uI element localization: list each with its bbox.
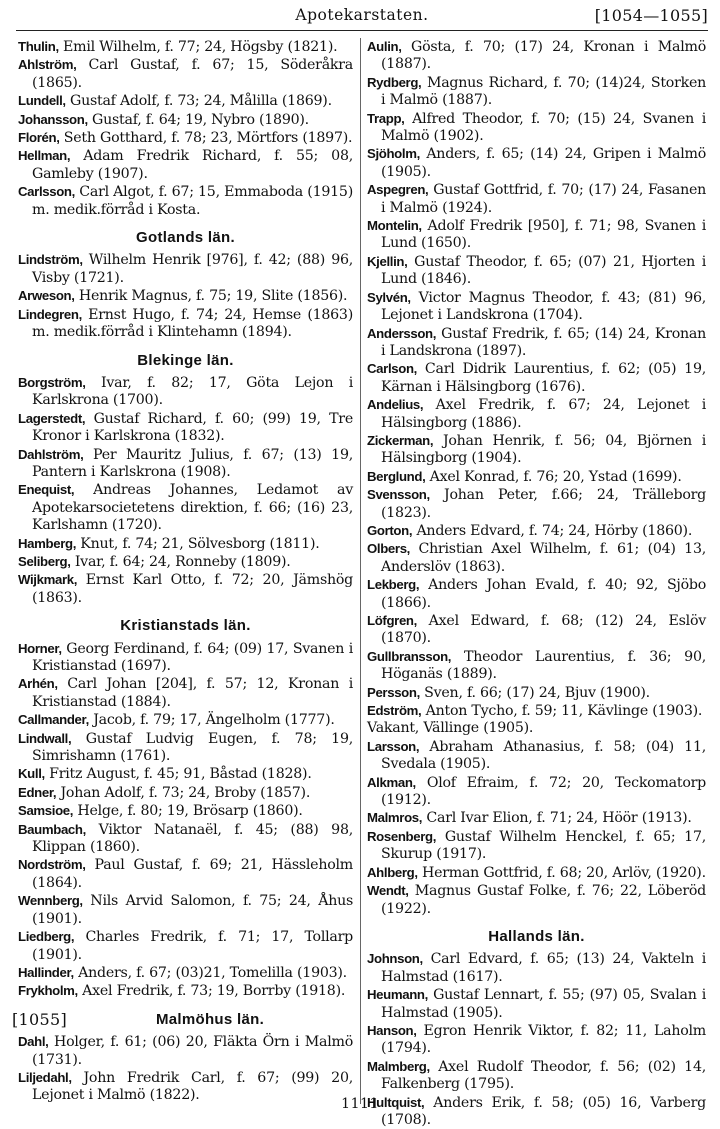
- pharmacist-name: Heumann,: [367, 987, 428, 1003]
- pharmacist-name: Liljedahl,: [18, 1069, 72, 1085]
- pharmacist-entry: [18, 111, 353, 129]
- pharmacist-name: Wennberg,: [18, 893, 83, 909]
- pharmacist-name: Zickerman,: [367, 432, 434, 448]
- pharmacist-name: Lindegren,: [18, 306, 82, 322]
- pharmacist-details: Gustaf Richard, f. 60; (99) 19, Tre Kronor i Karlskrona (1832).: [32, 410, 353, 445]
- pharmacist-entry: [18, 56, 353, 92]
- pharmacist-details: Carl Didrik Laurentius, f. 62; (05) 19, Kärnan i Hälsingborg (1676).: [381, 361, 706, 395]
- pharmacist-name: Ahlström,: [18, 57, 77, 73]
- pharmacist-name: Seliberg,: [18, 553, 71, 569]
- pharmacist-name: Lindwall,: [18, 730, 72, 746]
- pharmacist-entry: [367, 576, 706, 612]
- pharmacist-details: Anton Tycho, f. 59; 11, Kävlinge (1903).: [425, 703, 703, 720]
- county-heading: [12, 1009, 353, 1029]
- pharmacist-name: Rydberg,: [367, 74, 422, 90]
- pharmacist-details: Axel Edward, f. 68; (12) 24, Eslöv (1870).: [381, 613, 706, 647]
- pharmacist-details: Abraham Athanasius, f. 58; (04) 11, Svedala (1905).: [381, 738, 706, 773]
- county-heading: [18, 229, 353, 246]
- pharmacist-details: Wilhelm Henrik [976], f. 42; (88) 96, Visby (1721).: [32, 252, 354, 286]
- pharmacist-details: Ivar, f. 82; 17, Göta Lejon i Karlskrona (1700).: [32, 374, 353, 409]
- pharmacist-entry: [367, 950, 706, 986]
- pharmacist-name: Andelius,: [367, 397, 424, 413]
- pharmacist-name: Rosenberg,: [367, 828, 437, 844]
- pharmacist-details: Gustaf Adolf, f. 73; 24, Målilla (1869).: [70, 93, 332, 110]
- pharmacist-details: Carl Gustaf, f. 67; 15, Söderåkra (1865).: [32, 57, 353, 91]
- pharmacist-name: Gorton,: [367, 522, 413, 538]
- pharmacist-details: Knut, f. 74; 21, Sölvesborg (1811).: [80, 535, 320, 552]
- pharmacist-details: Christian Axel Wilhelm, f. 61; (04) 13, Anderslöv (1863).: [381, 541, 706, 575]
- pharmacist-details: Olof Efraim, f. 72; 20, Teckomatorp (1912).: [381, 774, 706, 809]
- pharmacist-name: Johnson,: [367, 951, 423, 967]
- pharmacist-details: Johan Henrik, f. 56; 04, Björnen i Hälsingborg (1904).: [381, 432, 706, 467]
- pharmacist-entry: [367, 882, 706, 918]
- pharmacist-name: Svensson,: [367, 487, 430, 503]
- pharmacist-entry: [367, 864, 706, 882]
- pharmacist-entry: [18, 481, 353, 534]
- pharmacist-name: Frykholm,: [18, 983, 78, 999]
- pharmacist-details: Alfred Theodor, f. 70; (15) 24, Svanen i Malmö (1902).: [381, 110, 706, 145]
- pharmacist-entry: [367, 1058, 706, 1094]
- pharmacist-entry: [367, 396, 706, 432]
- pharmacist-details: Axel Rudolf Theodor, f. 56; (02) 14, Falkenberg (1795).: [381, 1058, 706, 1093]
- section-range: [1054—1055]: [594, 6, 708, 25]
- column-divider: [360, 38, 361, 1104]
- pharmacist-name: Löfgren,: [367, 613, 417, 628]
- left-column: [12, 38, 354, 1105]
- pharmacist-entry: [18, 92, 353, 110]
- pharmacist-details: Vakant, Vällinge (1905).: [367, 720, 534, 737]
- pharmacist-details: Jacob, f. 79; 17, Ängelholm (1777).: [93, 712, 335, 729]
- pharmacist-name: Carlsson,: [18, 184, 75, 200]
- pharmacist-entry: [367, 522, 706, 540]
- pharmacist-entry: [18, 821, 353, 857]
- page-header: [16, 6, 708, 31]
- pharmacist-details: Gustaf Lennart, f. 55; (97) 05, Svalan i Halmstad (1905).: [381, 987, 706, 1021]
- pharmacist-name: Carlson,: [367, 361, 417, 377]
- pharmacist-entry: [18, 892, 353, 928]
- pharmacist-name: Hanson,: [367, 1022, 417, 1038]
- pharmacist-details: Adam Fredrik Richard, f. 55; 08, Gamleby (1907).: [32, 148, 353, 182]
- pharmacist-entry: [367, 468, 706, 486]
- pharmacist-details: Carl Ivar Elion, f. 71; 24, Höör (1913).: [426, 810, 692, 827]
- pharmacist-entry: [18, 553, 353, 571]
- pharmacist-details: Anders Edvard, f. 74; 24, Hörby (1860).: [416, 522, 693, 539]
- pharmacist-details: Ernst Hugo, f. 74; 24, Hemse (1863) m. medik.förråd i Klintehamn (1894).: [32, 306, 353, 341]
- pharmacist-entry: [367, 360, 706, 396]
- pharmacist-details: Victor Magnus Theodor, f. 43; (81) 96, Lejonet i Landskrona (1704).: [381, 289, 707, 324]
- pharmacist-name: Callmander,: [18, 712, 89, 728]
- pharmacist-entry: [367, 702, 706, 720]
- pharmacist-entry: [367, 684, 706, 702]
- pharmacist-entry: [18, 374, 353, 410]
- pharmacist-details: Ernst Karl Otto, f. 72; 20, Jämshög (1863).: [32, 572, 353, 606]
- pharmacist-entry: [367, 720, 706, 737]
- pharmacist-details: John Fredrik Carl, f. 67; (99) 20, Lejonet i Malmö (1822).: [32, 1069, 353, 1104]
- county-heading: [367, 928, 706, 945]
- pharmacist-details: Johan Peter, f.66; 24, Trälleborg (1823).: [381, 487, 706, 521]
- county-heading-text: Hallands län.: [488, 927, 585, 945]
- pharmacist-name: Florén,: [18, 130, 60, 146]
- pharmacist-details: Egron Henrik Viktor, f. 82; 11, Laholm (1794).: [381, 1022, 706, 1057]
- pharmacist-details: Henrik Magnus, f. 75; 19, Slite (1856).: [78, 288, 348, 305]
- page-title: Apotekarstaten.: [295, 6, 429, 24]
- pharmacist-name: Nordström,: [18, 857, 86, 873]
- county-heading-text: Malmöhus län.: [155, 1010, 265, 1028]
- pharmacist-entry: [18, 640, 353, 676]
- pharmacist-details: Seth Gotthard, f. 78; 23, Mörtfors (1897).: [63, 130, 353, 147]
- pharmacist-entry: [18, 730, 353, 766]
- pharmacist-details: Emil Wilhelm, f. 77; 24, Högsby (1821).: [63, 39, 338, 55]
- pharmacist-name: Larsson,: [367, 738, 420, 754]
- pharmacist-details: Fritz August, f. 45; 91, Båstad (1828).: [49, 766, 312, 783]
- pharmacist-details: Viktor Natanaël, f. 45; (88) 98, Klippan (1860).: [32, 821, 353, 856]
- pharmacist-details: Carl Algot, f. 67; 15, Emmaboda (1915) m. medik.förråd i Kosta.: [32, 184, 353, 218]
- pharmacist-name: Kull,: [18, 766, 45, 782]
- pharmacist-details: Paul Gustaf, f. 69; 21, Hässleholm (1864).: [32, 857, 353, 891]
- pharmacist-details: Gösta, f. 70; (17) 24, Kronan i Malmö (1887).: [381, 39, 706, 73]
- pharmacist-entry: [18, 802, 353, 820]
- county-heading-text: Gotlands län.: [136, 229, 235, 247]
- pharmacist-details: Gustaf Wilhelm Henckel, f. 65; 17, Skurup (1917).: [381, 828, 706, 863]
- pharmacist-entry: [18, 784, 353, 802]
- pharmacist-details: Theodor Laurentius, f. 36; 90, Höganäs (1889).: [381, 648, 706, 683]
- pharmacist-details: Magnus Richard, f. 70; (14)24, Storken i Malmö (1887).: [381, 74, 706, 109]
- pharmacist-name: Malmros,: [367, 810, 423, 826]
- pharmacist-entry: [367, 540, 706, 576]
- pharmacist-name: Edner,: [18, 784, 57, 800]
- pharmacist-details: Georg Ferdinand, f. 64; (09) 17, Svanen i Kristianstad (1697).: [32, 640, 353, 674]
- pharmacist-name: Persson,: [367, 684, 420, 700]
- pharmacist-entry: [18, 711, 353, 729]
- section-number: [1055]: [12, 1009, 68, 1029]
- pharmacist-name: Edström,: [367, 703, 422, 719]
- pharmacist-details: Gustaf, f. 64; 19, Nybro (1890).: [92, 111, 309, 128]
- pharmacist-name: Wendt,: [367, 883, 409, 899]
- pharmacist-name: Lekberg,: [367, 577, 420, 593]
- pharmacist-entry: [367, 828, 706, 864]
- pharmacist-name: Hallinder,: [18, 964, 74, 980]
- pharmacist-name: Thulin,: [18, 39, 59, 54]
- pharmacist-name: Hamberg,: [18, 535, 77, 551]
- pharmacist-entry: [367, 325, 706, 361]
- pharmacist-name: Sjöholm,: [367, 146, 420, 162]
- pharmacist-name: Borgström,: [18, 374, 86, 390]
- pharmacist-entry: [18, 129, 353, 147]
- pharmacist-name: Dahl,: [18, 1034, 49, 1050]
- pharmacist-details: Carl Johan [204], f. 57; 12, Kronan i Kristianstad (1884).: [32, 676, 353, 710]
- pharmacist-name: Johansson,: [18, 111, 88, 127]
- pharmacist-name: Gullbransson,: [367, 648, 452, 664]
- pharmacist-details: Holger, f. 61; (06) 20, Fläkta Örn i Malmö (1731).: [32, 1034, 353, 1068]
- county-heading: [18, 352, 353, 369]
- pharmacist-entry: [367, 809, 706, 827]
- pharmacist-details: Axel Konrad, f. 76; 20, Ystad (1699).: [429, 468, 682, 485]
- pharmacist-details: Helge, f. 80; 19, Brösarp (1860).: [77, 803, 303, 820]
- pharmacist-entry: [367, 1022, 706, 1058]
- right-column: [367, 38, 706, 1129]
- pharmacist-entry: [367, 74, 706, 110]
- pharmacist-entry: [18, 571, 353, 607]
- page-number: 1111: [341, 1096, 379, 1112]
- pharmacist-details: Axel Fredrik, f. 67; 24, Lejonet i Hälsingborg (1886).: [381, 397, 706, 431]
- pharmacist-entry: [367, 738, 706, 774]
- pharmacist-details: Charles Fredrik, f. 71; 17, Tollarp (1901).: [32, 929, 353, 963]
- pharmacist-entry: [18, 765, 353, 783]
- pharmacist-details: Johan Adolf, f. 73; 24, Broby (1857).: [60, 784, 311, 801]
- pharmacist-name: Arweson,: [18, 288, 75, 304]
- pharmacist-name: Lindström,: [18, 252, 83, 268]
- county-heading: [18, 617, 353, 634]
- pharmacist-details: Anders Johan Evald, f. 40; 92, Sjöbo (1866).: [381, 577, 706, 611]
- pharmacist-details: Andreas Johannes, Ledamot av Apotekarsocietetens direktion, f. 66; (16) 23, Karlshamn (1720).: [32, 482, 353, 534]
- pharmacist-name: Berglund,: [367, 468, 426, 484]
- pharmacist-entry: [18, 38, 353, 56]
- pharmacist-details: Anders Erik, f. 58; (05) 16, Varberg (1708).: [381, 1094, 706, 1128]
- pharmacist-name: Hultquist,: [367, 1094, 425, 1110]
- pharmacist-name: Alkman,: [367, 774, 416, 790]
- pharmacist-name: Aulin,: [367, 39, 402, 54]
- pharmacist-entry: [367, 289, 706, 325]
- pharmacist-entry: [367, 612, 706, 648]
- pharmacist-name: Andersson,: [367, 325, 437, 341]
- pharmacist-name: Baumbach,: [18, 821, 86, 837]
- pharmacist-entry: [18, 251, 353, 287]
- pharmacist-details: Gustaf Fredrik, f. 65; (14) 24, Kronan i Landskrona (1897).: [381, 325, 706, 359]
- pharmacist-name: Ahlberg,: [367, 864, 418, 880]
- pharmacist-details: Gustaf Theodor, f. 65; (07) 21, Hjorten i Lund (1846).: [381, 253, 706, 288]
- pharmacist-details: Herman Gottfrid, f. 68; 20, Arlöv, (1920).: [421, 864, 706, 881]
- pharmacist-details: Magnus Gustaf Folke, f. 76; 22, Löberöd (1922).: [381, 883, 706, 917]
- pharmacist-name: Lundell,: [18, 93, 66, 109]
- pharmacist-name: Liedberg,: [18, 929, 75, 945]
- pharmacist-name: Dahlström,: [18, 446, 84, 462]
- pharmacist-entry: [367, 217, 706, 253]
- pharmacist-details: Anders, f. 65; (14) 24, Gripen i Malmö (1905).: [381, 146, 706, 180]
- pharmacist-entry: [18, 675, 353, 711]
- pharmacist-details: Axel Fredrik, f. 73; 19, Borrby (1918).: [82, 983, 346, 1000]
- pharmacist-entry: [367, 648, 706, 684]
- pharmacist-entry: [367, 181, 706, 217]
- pharmacist-details: Carl Edvard, f. 65; (13) 24, Vakteln i Halmstad (1617).: [381, 951, 706, 985]
- pharmacist-entry: [367, 110, 706, 146]
- pharmacist-name: Lagerstedt,: [18, 410, 86, 426]
- pharmacist-entry: [18, 287, 353, 305]
- pharmacist-name: Wijkmark,: [18, 572, 78, 588]
- pharmacist-entry: [18, 535, 353, 553]
- pharmacist-name: Arhén,: [18, 676, 58, 692]
- pharmacist-entry: [367, 774, 706, 810]
- pharmacist-entry: [18, 982, 353, 1000]
- county-heading-text: Blekinge län.: [137, 351, 234, 369]
- pharmacist-name: Olbers,: [367, 541, 410, 557]
- pharmacist-details: Gustaf Ludvig Eugen, f. 78; 19, Simrishamn (1761).: [32, 730, 353, 765]
- pharmacist-name: Aspegren,: [367, 182, 429, 198]
- county-heading-text: Kristianstads län.: [120, 617, 251, 635]
- pharmacist-name: Malmberg,: [367, 1058, 430, 1074]
- pharmacist-details: Adolf Fredrik [950], f. 71; 98, Svanen i Lund (1650).: [381, 218, 706, 252]
- pharmacist-entry: [367, 38, 706, 74]
- pharmacist-entry: [367, 986, 706, 1022]
- pharmacist-entry: [18, 147, 353, 183]
- pharmacist-details: Sven, f. 66; (17) 24, Bjuv (1900).: [424, 684, 650, 701]
- pharmacist-name: Trapp,: [367, 110, 405, 126]
- pharmacist-entry: [18, 1033, 353, 1069]
- pharmacist-name: Montelin,: [367, 218, 422, 234]
- pharmacist-name: Enequist,: [18, 482, 75, 498]
- pharmacist-name: Samsioe,: [18, 803, 74, 819]
- pharmacist-entry: [18, 183, 353, 219]
- pharmacist-details: Per Mauritz Julius, f. 67; (13) 19, Pantern i Karlskrona (1908).: [32, 446, 353, 480]
- pharmacist-name: Sylvén,: [367, 289, 411, 305]
- pharmacist-entry: [367, 486, 706, 522]
- pharmacist-details: Gustaf Gottfrid, f. 70; (17) 24, Fasanen i Malmö (1924).: [381, 182, 707, 216]
- pharmacist-name: Hellman,: [18, 148, 71, 164]
- pharmacist-entry: [367, 253, 706, 289]
- pharmacist-name: Kjellin,: [367, 253, 408, 269]
- pharmacist-entry: [18, 410, 353, 446]
- pharmacist-entry: [18, 928, 353, 964]
- pharmacist-entry: [367, 432, 706, 468]
- pharmacist-entry: [18, 964, 353, 982]
- pharmacist-details: Nils Arvid Salomon, f. 75; 24, Åhus (1901).: [32, 893, 353, 927]
- pharmacist-name: Horner,: [18, 640, 62, 656]
- pharmacist-entry: [18, 856, 353, 892]
- pharmacist-entry: [367, 145, 706, 181]
- pharmacist-details: Ivar, f. 64; 24, Ronneby (1809).: [74, 553, 291, 570]
- pharmacist-details: Anders, f. 67; (03)21, Tomelilla (1903).: [78, 964, 347, 981]
- pharmacist-entry: [18, 446, 353, 482]
- pharmacist-entry: [18, 306, 353, 342]
